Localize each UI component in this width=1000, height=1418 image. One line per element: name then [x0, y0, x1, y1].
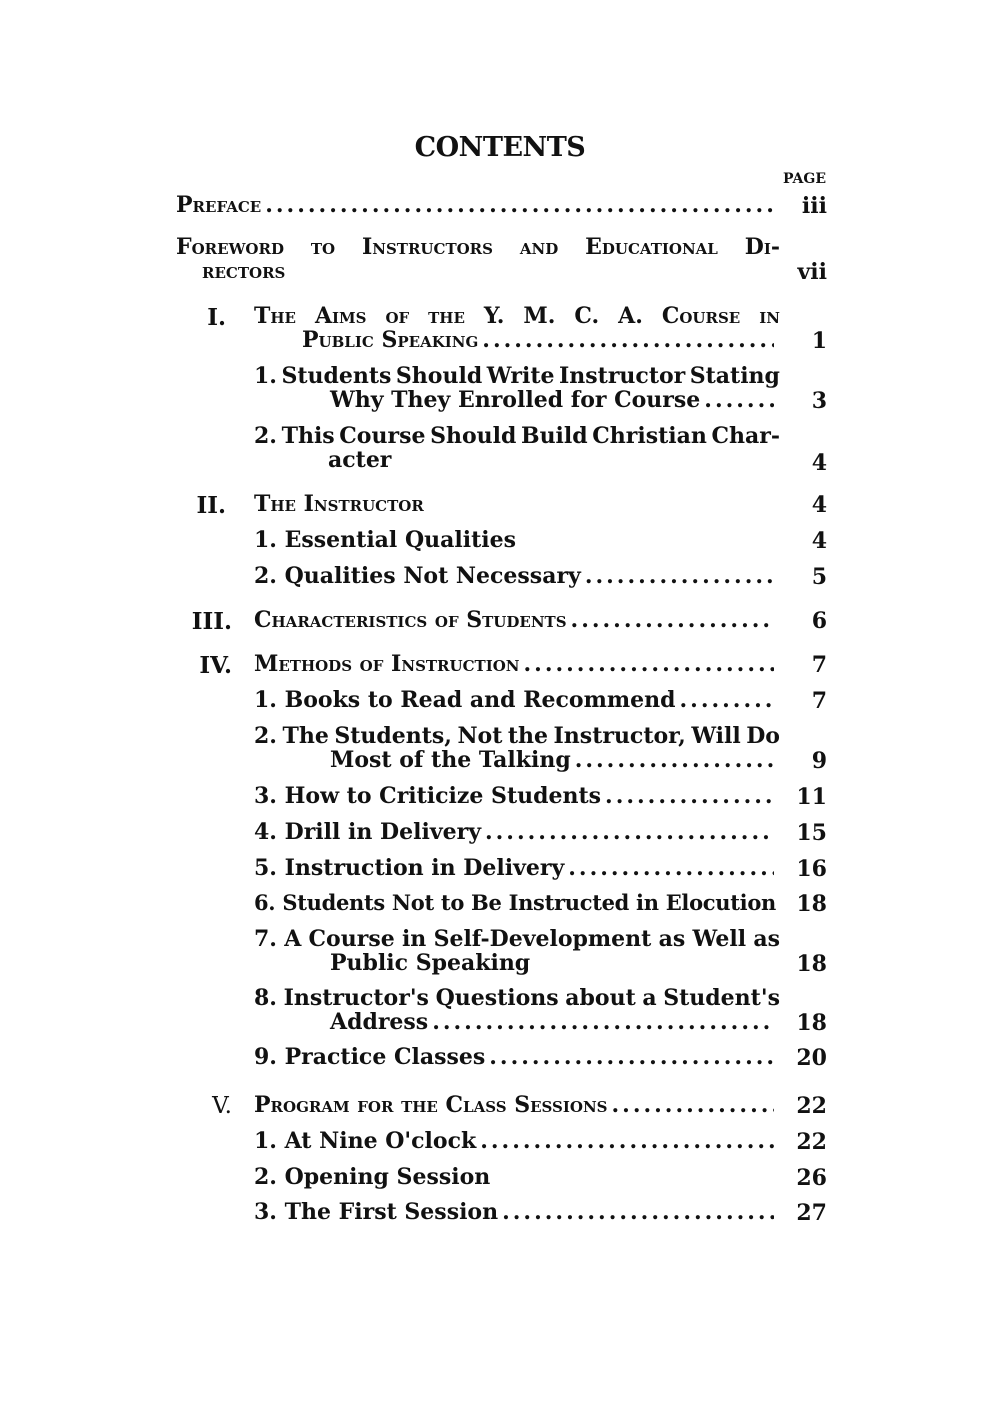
- entry-line-2: Why They Enrolled for Course .....: [254, 388, 780, 412]
- page-number: 4: [811, 492, 827, 518]
- entry-line-2: rectors: [202, 259, 286, 283]
- leader-dots: [502, 1200, 774, 1224]
- page-number: vii: [797, 259, 827, 285]
- toc-entry-1-1: [254, 364, 780, 412]
- toc-entry-5-1: 1. At Nine O'clock .....: [254, 1129, 780, 1153]
- page-number: 18: [796, 891, 827, 917]
- entry-line-1: 2. This Course Should Build Christian Char-: [254, 424, 780, 448]
- leader-dots: [575, 748, 774, 772]
- page-number: 3: [811, 388, 827, 414]
- page-column-header: PAGE: [783, 171, 826, 187]
- chapter-number: III.: [191, 608, 232, 635]
- entry-line-1: 2. The Students, Not the Instructor, Will Do: [254, 724, 780, 748]
- leader-dots: [265, 193, 774, 217]
- entry-line-2: Public Speaking .....: [254, 328, 780, 352]
- page-number: 22: [796, 1093, 827, 1119]
- page-number: 20: [796, 1045, 827, 1071]
- leader-dots: [585, 564, 774, 588]
- leader-dots: [485, 820, 774, 844]
- toc-entry-preface: [176, 193, 780, 217]
- page-number: 22: [796, 1129, 827, 1155]
- entry-line-2: Most of the Talking .....: [254, 748, 780, 772]
- toc-entry-2-2: 2. Qualities Not Necessary .....: [254, 564, 780, 588]
- entry-line-1: 7. A Course in Self-Development as Well as: [254, 927, 780, 951]
- chapter-number: I.: [207, 304, 226, 331]
- entry-line-2: acter: [328, 448, 392, 472]
- page-number: 7: [811, 688, 827, 714]
- leader-dots: [524, 652, 775, 676]
- toc-entry-4-2: [254, 724, 780, 772]
- leader-dots: [680, 688, 774, 712]
- toc-entry-4-8: [254, 986, 780, 1034]
- page-number: 18: [796, 1010, 827, 1036]
- page-number: 6: [811, 608, 827, 634]
- page-number: 16: [796, 856, 827, 882]
- toc-entry-4-3: 3. How to Criticize Students .....: [254, 784, 780, 808]
- leader-dots: [432, 1010, 774, 1034]
- leader-dots: [571, 608, 774, 632]
- page-number: 15: [796, 820, 827, 846]
- toc-entry-4-4: 4. Drill in Delivery .....: [254, 820, 780, 844]
- toc-entry-4-7: [254, 927, 780, 975]
- chapter-number: II.: [196, 492, 226, 519]
- page-number: 26: [796, 1165, 827, 1191]
- toc-entry-2-1: 1. Essential Qualities: [254, 528, 516, 552]
- toc-entry-chapter-5: Program for the Class Sessions .....: [254, 1093, 780, 1117]
- page-number: 27: [796, 1200, 827, 1226]
- leader-dots: [568, 856, 774, 880]
- page-number: 18: [796, 951, 827, 977]
- leader-dots: [482, 328, 774, 352]
- entry-line-2: Public Speaking: [330, 951, 531, 975]
- toc-entry-5-2: 2. Opening Session: [254, 1165, 491, 1189]
- toc-entry-chapter-4: Methods of Instruction .....: [254, 652, 780, 676]
- entry-line-1: 1. Students Should Write Instructor Stating: [254, 364, 780, 388]
- toc-entry-foreword: [176, 235, 780, 283]
- toc-entry-4-6: 6. Students Not to Be Instructed in Elocution: [254, 891, 777, 915]
- leader-dots: [704, 388, 774, 412]
- entry-label: Preface: [176, 193, 262, 217]
- leader-dots: [480, 1129, 774, 1153]
- entry-line-2: Address .....: [254, 1010, 780, 1034]
- toc-entry-1-2: [254, 424, 780, 472]
- toc-entry-4-5: 5. Instruction in Delivery .....: [254, 856, 780, 880]
- page-title: CONTENTS: [414, 132, 586, 163]
- toc-entry-4-1: 1. Books to Read and Recommend .....: [254, 688, 780, 712]
- page-number: 9: [811, 748, 827, 774]
- entry-line-1: 8. Instructor's Questions about a Student's: [254, 986, 780, 1010]
- page-number: iii: [801, 193, 827, 219]
- toc-entry-chapter-3: Characteristics of Students .....: [254, 608, 780, 632]
- toc-entry-5-3: 3. The First Session .....: [254, 1200, 780, 1224]
- chapter-number: IV.: [199, 652, 232, 679]
- page-number: 4: [811, 528, 827, 554]
- page-number: 5: [811, 564, 827, 590]
- toc-entry-chapter-2: The Instructor: [254, 492, 424, 516]
- entry-line-1: The Aims of the Y. M. C. A. Course in: [254, 304, 780, 328]
- page-number: 7: [811, 652, 827, 678]
- leader-dots: [489, 1045, 774, 1069]
- page-number: 1: [811, 328, 827, 354]
- entry-line-1: Foreword to Instructors and Educational Di-: [176, 235, 780, 259]
- leader-dots: [605, 784, 774, 808]
- chapter-number: V.: [212, 1093, 232, 1119]
- page-number: 4: [811, 450, 827, 476]
- leader-dots: [612, 1093, 775, 1117]
- page-number: 11: [796, 784, 827, 810]
- toc-entry-chapter-1: [254, 304, 780, 352]
- toc-entry-4-9: 9. Practice Classes .....: [254, 1045, 780, 1069]
